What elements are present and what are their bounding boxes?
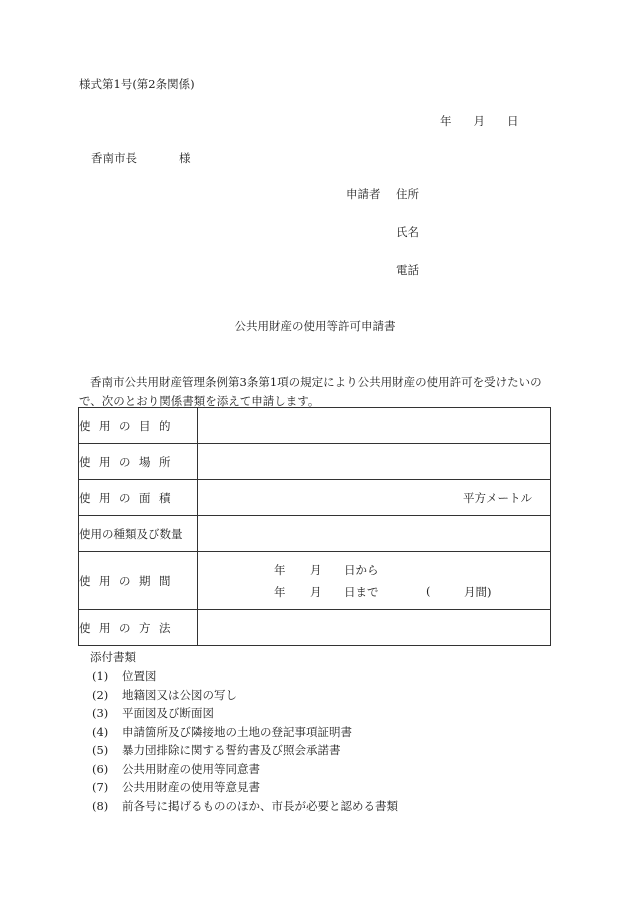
form-number: 様式第1号(第2条関係) <box>79 77 195 91</box>
location-field[interactable] <box>198 444 551 480</box>
kind-field[interactable] <box>198 516 551 552</box>
date-day-label: 日 <box>507 114 519 128</box>
document-title: 公共用財産の使用等許可申請書 <box>234 319 396 333</box>
period-to-day: 日まで <box>344 584 379 599</box>
attachments-list <box>92 667 398 815</box>
period-from-month: 月 <box>310 562 322 577</box>
attachments-heading: 添付書類 <box>90 650 136 664</box>
period-open-paren: ( <box>426 583 431 598</box>
purpose-field[interactable] <box>198 408 551 444</box>
period-to <box>198 581 550 603</box>
body-text: 香南市公共用財産管理条例第3条第1項の規定により公共用財産の使用許可を受けたいので、次のとおり関係書類を添えて申請します。 <box>79 375 542 408</box>
applicant-label: 申請者 <box>346 187 381 201</box>
date-year-label: 年 <box>440 114 452 128</box>
period-from <box>198 559 550 581</box>
method-field[interactable] <box>198 610 551 646</box>
list-item: (4) 申請箇所及び隣接地の土地の登記事項証明書 <box>92 724 352 739</box>
period-from-year: 年 <box>274 562 286 577</box>
applicant-address-label: 住所 <box>396 187 419 201</box>
area-field[interactable] <box>198 480 551 516</box>
area-unit: 平方メートル <box>463 490 532 505</box>
list-item: (5) 暴力団排除に関する誓約書及び照会承諾書 <box>92 743 341 757</box>
list-item: (2) 地籍図又は公図の写し <box>92 687 237 702</box>
purpose-label: 使用の目的 <box>79 408 198 444</box>
method-label: 使用の方法 <box>79 610 198 646</box>
application-form-table <box>78 407 551 646</box>
row-period <box>79 552 551 610</box>
list-item: (3) 平面図及び断面図 <box>92 706 214 720</box>
row-kind <box>79 516 551 552</box>
list-item: (1) 位置図 <box>92 669 157 683</box>
recipient-name: 香南市長 <box>91 151 137 165</box>
row-purpose <box>79 408 551 444</box>
period-to-month: 月 <box>310 584 322 599</box>
list-item: (7) 公共用財産の使用等意見書 <box>92 780 260 794</box>
kind-label: 使用の種類及び数量 <box>79 516 198 552</box>
recipient-honorific: 様 <box>179 151 191 165</box>
location-label: 使用の場所 <box>79 444 198 480</box>
period-label: 使用の期間 <box>79 552 198 610</box>
area-label: 使用の面積 <box>79 480 198 516</box>
date-month-label: 月 <box>473 114 485 128</box>
period-to-year: 年 <box>274 584 286 599</box>
recipient <box>91 150 191 166</box>
applicant-phone-label: 電話 <box>396 263 419 277</box>
row-area <box>79 480 551 516</box>
applicant-name-label: 氏名 <box>396 225 419 239</box>
row-method <box>79 610 551 646</box>
row-location <box>79 444 551 480</box>
list-item: (8) 前各号に掲げるもののほか、市長が必要と認める書類 <box>92 798 398 813</box>
list-item: (6) 公共用財産の使用等同意書 <box>92 761 260 776</box>
period-months: 月間) <box>464 584 492 599</box>
period-from-day: 日から <box>344 562 379 577</box>
period-field[interactable] <box>198 552 551 610</box>
date-line <box>440 113 541 129</box>
